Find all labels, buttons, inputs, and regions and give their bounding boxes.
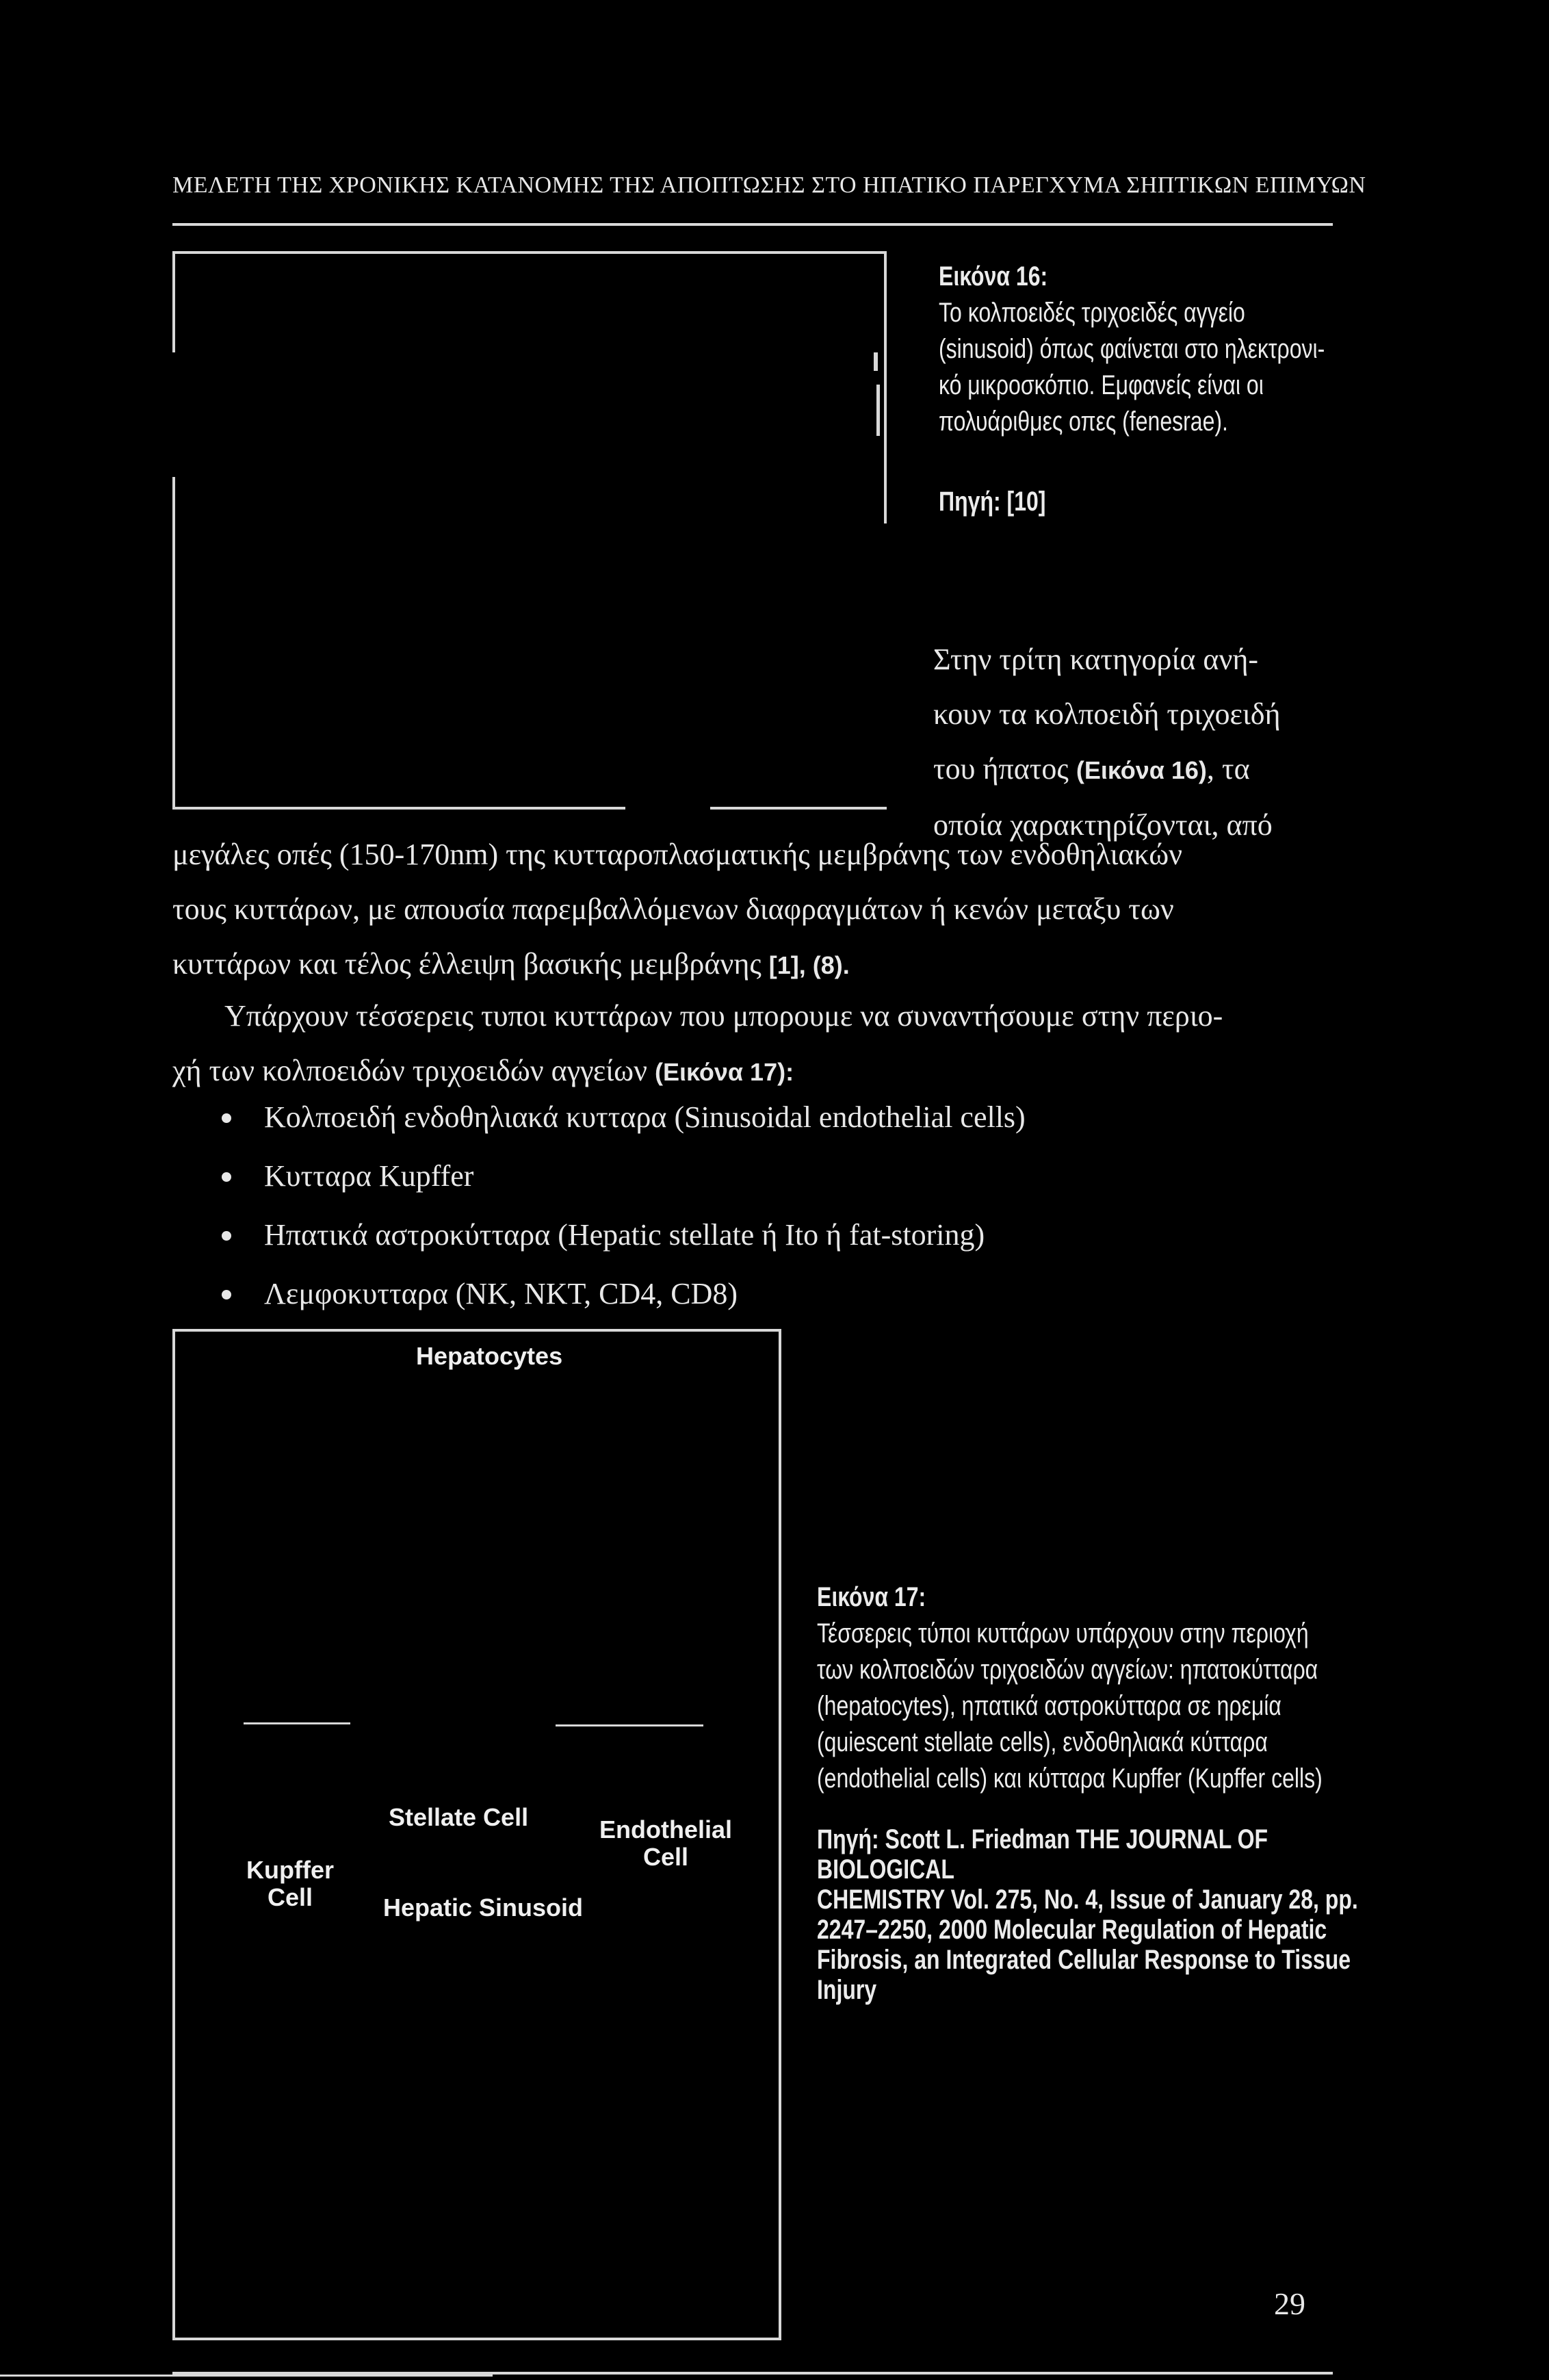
bottom-edge-rule	[0, 2375, 493, 2377]
paragraph-line: Στην τρίτη κατηγορία ανή-	[933, 642, 1258, 676]
label-line: Kupffer	[246, 1855, 334, 1884]
paragraph-line: κουν τα κολποειδή τριχοειδή	[933, 697, 1281, 731]
header-rule	[172, 223, 1333, 226]
figure-17-label: Εικόνα 17:	[817, 1581, 926, 1612]
figure-17-caption-line: (hepatocytes), ηπατικά αστροκύτταρα σε ηρεμία	[817, 1690, 1281, 1721]
figure-17-caption-line: Τέσσερεις τύποι κυττάρων υπάρχουν στην περιοχή	[817, 1618, 1309, 1648]
text-run: χή των κολποειδών τριχοειδών αγγείων	[172, 1053, 655, 1087]
text-run: κυττάρων και τέλος έλλειψη βασικής μεμβράνης	[172, 947, 769, 981]
figure-16-caption-line: Το κολποειδές τριχοειδές αγγείο	[939, 298, 1245, 328]
citation-ref: [1], (8).	[768, 951, 850, 980]
list-item: Λεμφοκυτταρα (NK, NKT, CD4, CD8)	[216, 1267, 1311, 1325]
label-hepatocytes: Hepatocytes	[416, 1341, 563, 1370]
label-hepatic-sinusoid: Hepatic Sinusoid	[383, 1893, 584, 1922]
text-run: , τα	[1206, 751, 1250, 786]
label-endothelial-cell	[599, 1816, 732, 1871]
figure-17-caption-line: των κολποειδών τριχοειδών αγγείων: ηπατοκύτταρα	[817, 1654, 1318, 1685]
figure-16-caption-line: πολυάριθμες οπες (fenesrae).	[939, 406, 1228, 437]
paragraph-line: Υπάρχουν τέσσερεις τυποι κυττάρων που μπορουμε να συναντήσουμε στην περιο-	[224, 998, 1223, 1033]
figure-16-source: Πηγή: [10]	[939, 487, 1046, 517]
paragraph-line: τους κυττάρων, με απουσία παρεμβαλλόμενων διαφραγμάτων ή κενών μεταξυ των	[172, 892, 1174, 927]
source-line: CHEMISTRY Vol. 275, No. 4, Issue of January 28, pp.	[817, 1884, 1358, 1915]
paragraph-line	[172, 937, 1377, 993]
figure-16-caption-line: (sinusoid) όπως φαίνεται στο ηλεκτρονι-	[939, 334, 1325, 365]
figure-17-source	[817, 1824, 1403, 2005]
label-line: Cell	[642, 1842, 689, 1871]
figure-ref-16: (Εικόνα 16)	[1076, 755, 1207, 784]
paragraph-line: μεγάλες οπές (150-170nm) της κυτταροπλασματικής μεμβράνης των ενδοθηλιακών	[172, 838, 1183, 872]
figure-17-caption	[817, 1579, 1403, 2005]
text-run: του ήπατος	[933, 751, 1076, 786]
list-item: Ηπατικά αστροκύτταρα (Hepatic stellate ή Ito ή fat-storing)	[216, 1208, 1311, 1267]
diagram-line	[556, 1724, 703, 1726]
list-item: Κυτταρα Kupffer	[216, 1149, 1311, 1208]
paragraph-1	[933, 632, 1357, 853]
figure-16-caption-line: κό μικροσκόπιο. Εμφανείς είναι οι	[939, 370, 1264, 401]
paragraph-2	[172, 989, 1377, 1100]
page-number: 29	[1274, 2286, 1305, 2321]
source-line: Πηγή: Scott L. Friedman THE JOURNAL OF BIOLOGICAL	[817, 1824, 1268, 1885]
paragraph-1-full	[172, 827, 1377, 993]
source-line: 2247–2250, 2000 Molecular Regulation of Hepatic	[817, 1914, 1327, 1945]
running-header: ΜΕΛΕΤΗ ΤΗΣ ΧΡΟΝΙΚΗΣ ΚΑΤΑΝΟΜΗΣ ΤΗΣ ΑΠΟΠΤΩΣΗΣ ΣΤΟ ΗΠΑΤΙΚΟ ΠΑΡΕΓΧΥΜΑ ΣΗΠΤΙΚΩΝ ΕΠΙΜΥΩΝ	[172, 172, 1366, 198]
figure-17-caption-line: (endothelial cells) και κύτταρα Kupffer (Kupffer cells)	[817, 1763, 1323, 1794]
paragraph-line: οποία χαρακτηρίζονται, από	[933, 807, 1273, 842]
source-line: Fibrosis, an Integrated Cellular Response to Tissue Injury	[817, 1944, 1351, 2005]
footer-rule	[172, 2372, 1333, 2375]
figure-17-caption-line: (quiescent stellate cells), ενδοθηλιακά κύτταρα	[817, 1726, 1268, 1757]
figure-16-caption	[939, 259, 1325, 520]
diagram-line	[244, 1722, 350, 1724]
paragraph-line	[933, 742, 1357, 798]
label-kupffer-cell	[246, 1857, 334, 1911]
label-stellate-cell: Stellate Cell	[389, 1803, 529, 1832]
label-line: Endothelial	[599, 1815, 733, 1844]
cell-types-list	[216, 1090, 1311, 1325]
list-item: Κολποειδή ενδοθηλιακά κυτταρα (Sinusoidal endothelial cells)	[216, 1090, 1311, 1149]
figure-ref-17: (Εικόνα 17):	[655, 1057, 794, 1086]
figure-16-label: Εικόνα 16:	[939, 261, 1048, 292]
label-line: Cell	[267, 1883, 313, 1911]
